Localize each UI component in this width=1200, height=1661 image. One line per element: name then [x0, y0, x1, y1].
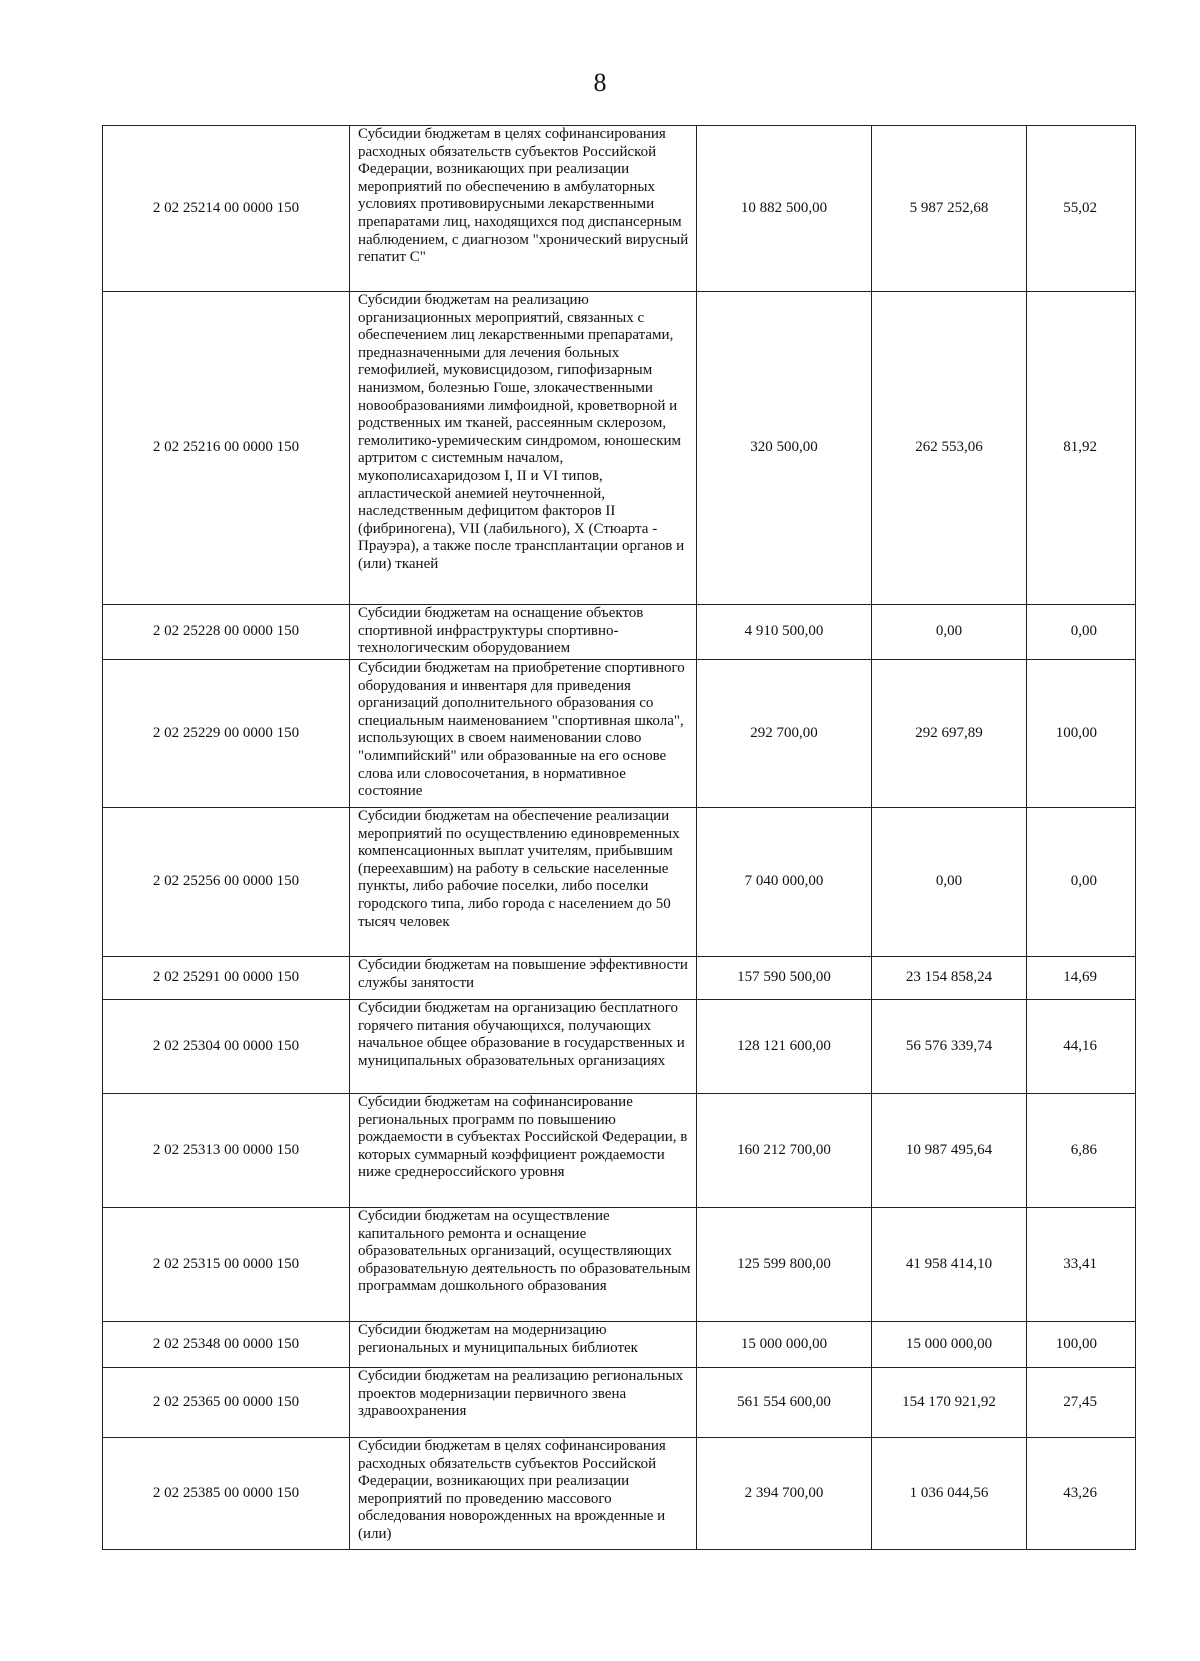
row-plan: 128 121 600,00	[697, 1000, 872, 1094]
row-percent: 14,69	[1027, 957, 1136, 1000]
row-plan: 4 910 500,00	[697, 605, 872, 660]
table-row	[103, 292, 1136, 605]
row-plan: 10 882 500,00	[697, 126, 872, 292]
row-name: Субсидии бюджетам на обеспечение реализации мероприятий по осуществлению единовременных компенсационных выплат учителям, прибывшим (переехавшим) на работу в сельские населенные пункты, либо рабочие поселки, либо поселки городского типа, либо города с населением до 50 тысяч человек	[350, 808, 697, 957]
row-plan: 157 590 500,00	[697, 957, 872, 1000]
row-name: Субсидии бюджетам на повышение эффективности службы занятости	[350, 957, 697, 1000]
row-name: Субсидии бюджетам на оснащение объектов спортивной инфраструктуры спортивно-технологическим оборудованием	[350, 605, 697, 660]
row-fact: 1 036 044,56	[872, 1438, 1027, 1550]
row-percent: 43,26	[1027, 1438, 1136, 1550]
row-code: 2 02 25315 00 0000 150	[103, 1208, 350, 1322]
row-name: Субсидии бюджетам на реализацию региональных проектов модернизации первичного звена здравоохранения	[350, 1368, 697, 1438]
table-row	[103, 1208, 1136, 1322]
row-code: 2 02 25313 00 0000 150	[103, 1094, 350, 1208]
row-plan: 292 700,00	[697, 660, 872, 808]
row-fact: 23 154 858,24	[872, 957, 1027, 1000]
table-row	[103, 1322, 1136, 1368]
table-row	[103, 660, 1136, 808]
row-code: 2 02 25228 00 0000 150	[103, 605, 350, 660]
row-code: 2 02 25229 00 0000 150	[103, 660, 350, 808]
page-number: 8	[593, 68, 607, 97]
row-fact: 0,00	[872, 808, 1027, 957]
table-row	[103, 126, 1136, 292]
table-row	[103, 1438, 1136, 1550]
row-plan: 125 599 800,00	[697, 1208, 872, 1322]
row-code: 2 02 25365 00 0000 150	[103, 1368, 350, 1438]
table-row	[103, 1368, 1136, 1438]
row-code: 2 02 25291 00 0000 150	[103, 957, 350, 1000]
row-fact: 262 553,06	[872, 292, 1027, 605]
row-plan: 160 212 700,00	[697, 1094, 872, 1208]
table-row	[103, 605, 1136, 660]
row-name: Субсидии бюджетам в целях софинансирования расходных обязательств субъектов Российской Федерации, возникающих при реализации мероприятий по проведению массового обследования новорожденных на врожденные и (или)	[350, 1438, 697, 1550]
row-percent: 6,86	[1027, 1094, 1136, 1208]
row-fact: 15 000 000,00	[872, 1322, 1027, 1368]
row-name: Субсидии бюджетам в целях софинансирования расходных обязательств субъектов Российской Федерации, возникающих при реализации мероприятий по обеспечению в амбулаторных условиях противовирусными лекарственными препаратами лиц, находящихся под диспансерным наблюдением, с диагнозом "хронический вирусный гепатит С"	[350, 126, 697, 292]
table-row	[103, 1000, 1136, 1094]
row-plan: 320 500,00	[697, 292, 872, 605]
row-code: 2 02 25304 00 0000 150	[103, 1000, 350, 1094]
row-percent: 81,92	[1027, 292, 1136, 605]
row-percent: 100,00	[1027, 1322, 1136, 1368]
row-percent: 55,02	[1027, 126, 1136, 292]
row-percent: 44,16	[1027, 1000, 1136, 1094]
row-percent: 0,00	[1027, 605, 1136, 660]
row-fact: 292 697,89	[872, 660, 1027, 808]
row-plan: 561 554 600,00	[697, 1368, 872, 1438]
row-fact: 5 987 252,68	[872, 126, 1027, 292]
row-code: 2 02 25216 00 0000 150	[103, 292, 350, 605]
row-code: 2 02 25256 00 0000 150	[103, 808, 350, 957]
row-plan: 7 040 000,00	[697, 808, 872, 957]
table-row	[103, 808, 1136, 957]
row-plan: 2 394 700,00	[697, 1438, 872, 1550]
row-fact: 0,00	[872, 605, 1027, 660]
row-percent: 100,00	[1027, 660, 1136, 808]
row-fact: 41 958 414,10	[872, 1208, 1027, 1322]
row-name: Субсидии бюджетам на осуществление капитального ремонта и оснащение образовательных организаций, осуществляющих образовательную деятельность по образовательным программам дошкольного образования	[350, 1208, 697, 1322]
row-code: 2 02 25348 00 0000 150	[103, 1322, 350, 1368]
row-fact: 56 576 339,74	[872, 1000, 1027, 1094]
row-percent: 0,00	[1027, 808, 1136, 957]
table-row	[103, 957, 1136, 1000]
row-code: 2 02 25214 00 0000 150	[103, 126, 350, 292]
row-name: Субсидии бюджетам на софинансирование региональных программ по повышению рождаемости в субъектах Российской Федерации, в которых суммарный коэффициент рождаемости ниже среднероссийского уровня	[350, 1094, 697, 1208]
row-percent: 27,45	[1027, 1368, 1136, 1438]
row-name: Субсидии бюджетам на организацию бесплатного горячего питания обучающихся, получающих начальное общее образование в государственных и муниципальных образовательных организациях	[350, 1000, 697, 1094]
row-code: 2 02 25385 00 0000 150	[103, 1438, 350, 1550]
row-name: Субсидии бюджетам на приобретение спортивного оборудования и инвентаря для приведения организаций дополнительного образования со специальным наименованием "спортивная школа", использующих в своем наименовании слово "олимпийский" или образованные на его основе слова или словосочетания, в нормативное состояние	[350, 660, 697, 808]
row-name: Субсидии бюджетам на модернизацию региональных и муниципальных библиотек	[350, 1322, 697, 1368]
row-fact: 10 987 495,64	[872, 1094, 1027, 1208]
row-plan: 15 000 000,00	[697, 1322, 872, 1368]
row-name: Субсидии бюджетам на реализацию организационных мероприятий, связанных с обеспечением лиц лекарственными препаратами, предназначенными для лечения больных гемофилией, муковисцидозом, гипофизарным нанизмом, болезнью Гоше, злокачественными новообразованиями лимфоидной, кроветворной и родственных им тканей, рассеянным склерозом, гемолитико-уремическим синдромом, юношеским артритом с системным началом, мукополисахаридозом I, II и VI типов, апластической анемией неуточненной, наследственным дефицитом факторов II (фибриногена), VII (лабильного), X (Стюарта - Прауэра), а также после трансплантации органов и (или) тканей	[350, 292, 697, 605]
table-row	[103, 1094, 1136, 1208]
budget-table	[102, 125, 1136, 1550]
row-percent: 33,41	[1027, 1208, 1136, 1322]
row-fact: 154 170 921,92	[872, 1368, 1027, 1438]
